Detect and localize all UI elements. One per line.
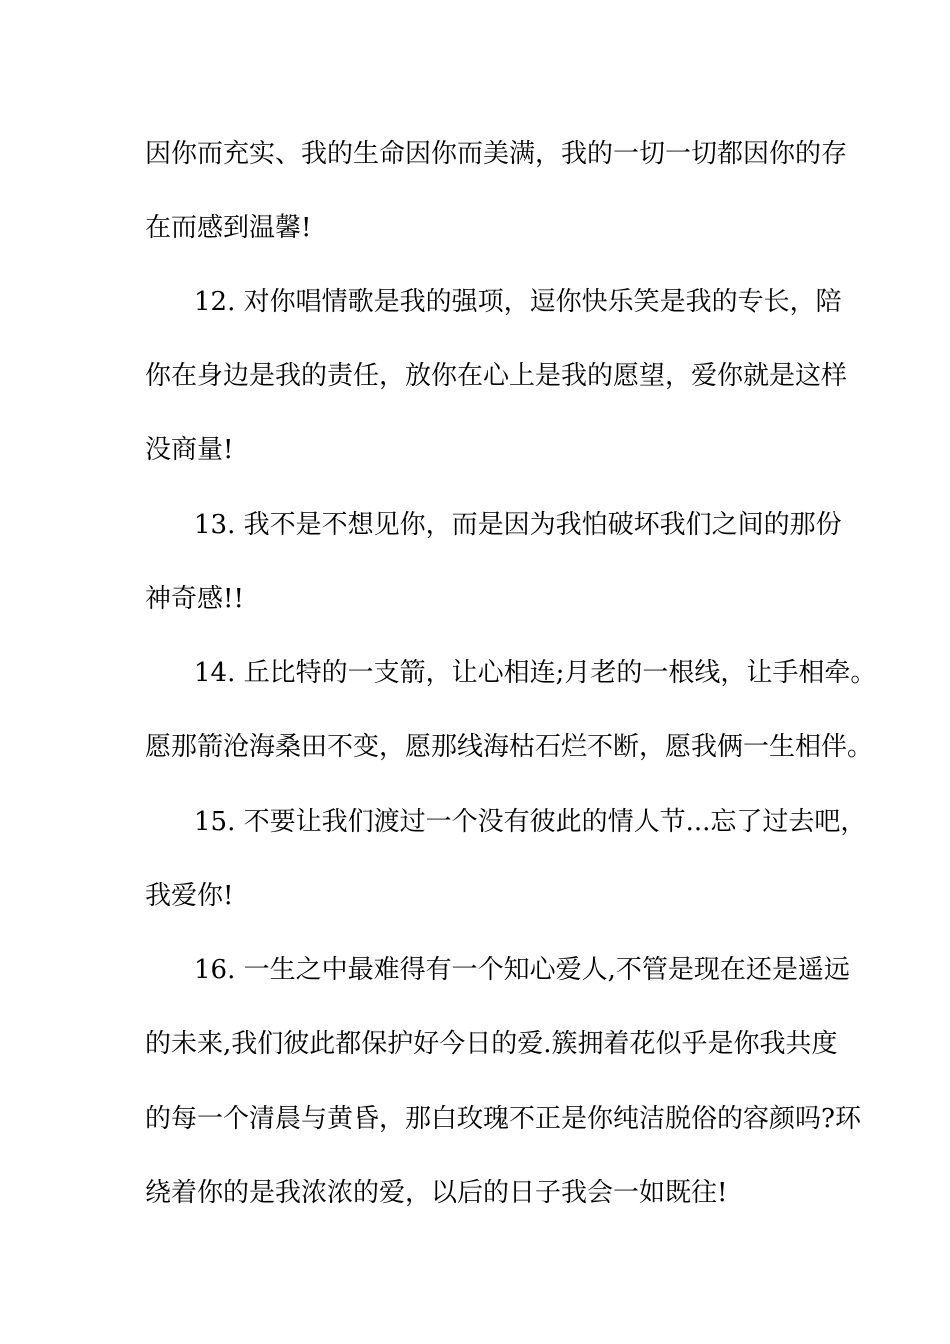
- paragraph-15-start: 15. 不要让我们渡过一个没有彼此的情人节...忘了过去吧，: [194, 807, 867, 837]
- paragraph-16-start: 16. 一生之中最难得有一个知心爱人,不管是现在还是遥远: [194, 955, 850, 985]
- text-line: 绕着你的是我浓浓的爱，以后的日子我会一如既往!: [145, 1178, 728, 1208]
- text-line: 的未来,我们彼此都保护好今日的爱.簇拥着花似乎是你我共度: [145, 1029, 838, 1059]
- text-line: 神奇感!!: [145, 584, 244, 614]
- text-line: 在而感到温馨!: [145, 213, 312, 243]
- paragraph-14-start: 14. 丘比特的一支箭，让心相连;月老的一根线，让手相牵。: [194, 658, 877, 688]
- paragraph-12-start: 12. 对你唱情歌是我的强项，逗你快乐笑是我的专长，陪: [194, 287, 842, 317]
- text-line: 的每一个清晨与黄昏，那白玫瑰不正是你纯洁脱俗的容颜吗?环: [145, 1104, 861, 1134]
- text-line: 我爱你!: [145, 881, 234, 911]
- text-line: 愿那箭沧海桑田不变，愿那线海枯石烂不断，愿我俩一生相伴。: [145, 732, 874, 762]
- text-line: 你在身边是我的责任，放你在心上是我的愿望，爱你就是这样: [145, 361, 848, 391]
- paragraph-13-start: 13. 我不是不想见你，而是因为我怕破坏我们之间的那份: [194, 510, 842, 540]
- text-line: 因你而充实、我的生命因你而美满，我的一切一切都因你的存: [145, 139, 848, 169]
- text-line: 没商量!: [145, 435, 234, 465]
